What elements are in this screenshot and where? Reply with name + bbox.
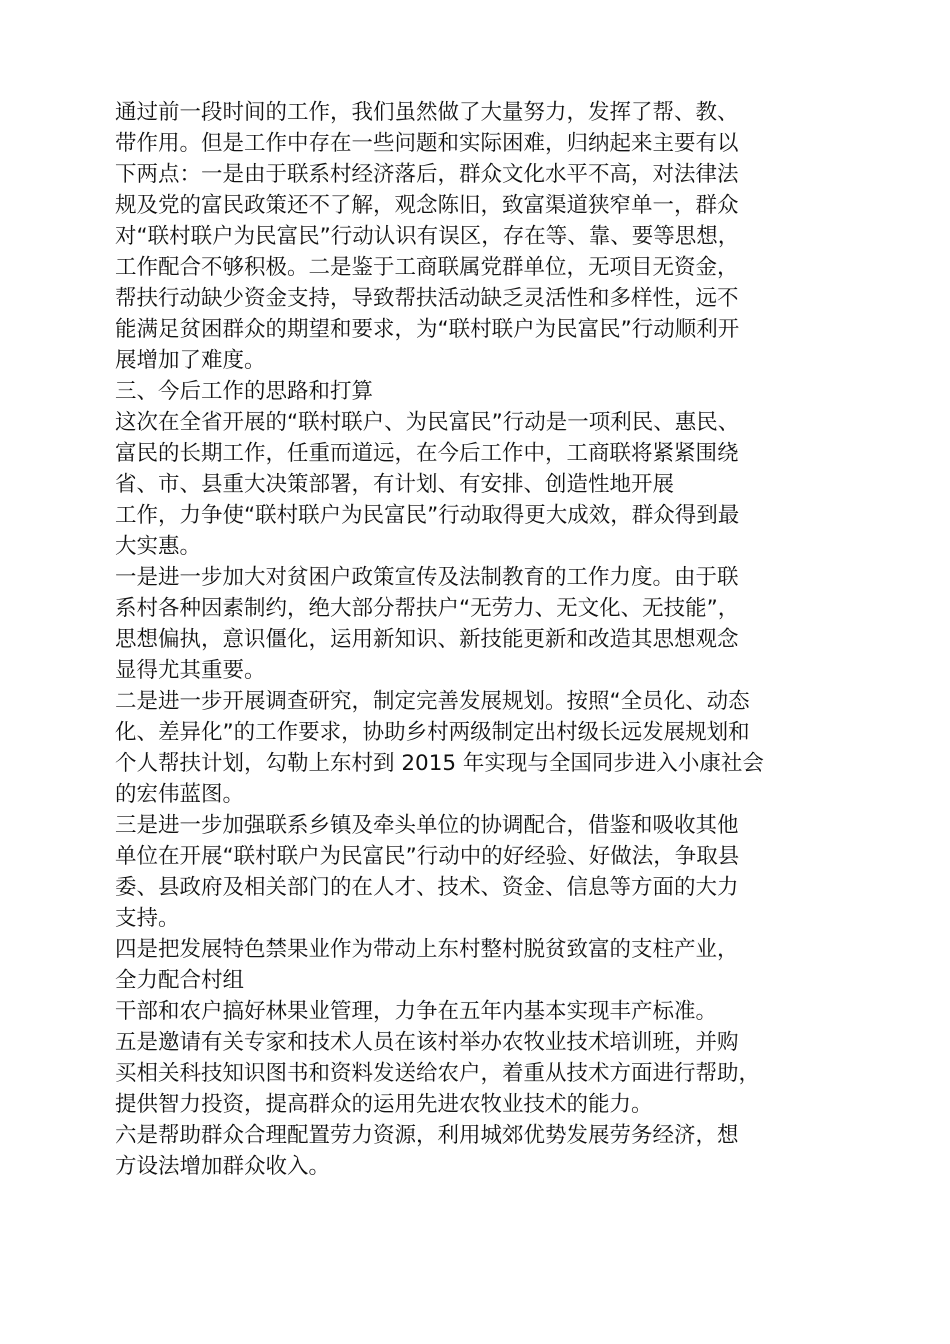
text-line-3: 下两点：一是由于联系村经济落后，群众文化水平不高，对法律法 [115, 162, 739, 187]
text-line-20: 二是进一步开展调查研究，制定完善发展规划。按照“全员化、动态 [115, 689, 750, 714]
text-line-9: 展增加了难度。 [115, 348, 266, 373]
text-line-35: 方设法增加群众收入。 [115, 1154, 331, 1179]
text-line-23: 的宏伟蓝图。 [115, 782, 245, 807]
section-heading: 三、今后工作的思路和打算 [115, 379, 374, 404]
document-body [115, 97, 835, 1182]
text-line-15: 大实惠。 [115, 534, 202, 559]
text-line-2: 带作用。但是工作中存在一些问题和实际困难，归纳起来主要有以 [115, 131, 739, 156]
text-line-16: 一是进一步加大对贫困户政策宣传及法制教育的工作力度。由于联 [115, 565, 739, 590]
text-line-33: 提供智力投资，提高群众的运用先进农牧业技术的能力。 [115, 1092, 653, 1117]
text-line-12: 富民的长期工作，任重而道远，在今后工作中，工商联将紧紧围绕 [115, 441, 739, 466]
text-line-27: 支持。 [115, 906, 180, 931]
text-line-24: 三是进一步加强联系乡镇及牵头单位的协调配合，借鉴和吸收其他 [115, 813, 739, 838]
text-line-25: 单位在开展“联村联户为民富民”行动中的好经验、好做法，争取县 [115, 844, 740, 869]
text-line-17: 系村各种因素制约，绝大部分帮扶户“无劳力、无文化、无技能”， [115, 596, 740, 621]
text-line-30: 干部和农户搞好林果业管理，力争在五年内基本实现丰产标准。 [115, 999, 718, 1024]
text-line-29: 全力配合村组 [115, 968, 245, 993]
text-line-8: 能满足贫困群众的期望和要求，为“联村联户为民富民”行动顺利开 [115, 317, 740, 342]
text-line-7: 帮扶行动缺少资金支持，导致帮扶活动缺乏灵活性和多样性，远不 [115, 286, 739, 311]
text-line-34: 六是帮助群众合理配置劳力资源，利用城郊优势发展劳务经济，想 [115, 1123, 739, 1148]
text-line-22: 个人帮扶计划，勾勒上东村到 2015 年实现与全国同步进入小康社会 [115, 751, 764, 776]
text-line-1: 通过前一段时间的工作，我们虽然做了大量努力，发挥了帮、教、 [115, 100, 739, 125]
text-line-6: 工作配合不够积极。二是鉴于工商联属党群单位，无项目无资金， [115, 255, 739, 280]
text-line-19: 显得尤其重要。 [115, 658, 266, 683]
text-line-31: 五是邀请有关专家和技术人员在该村举办农牧业技术培训班，并购 [115, 1030, 739, 1055]
text-line-4: 规及党的富民政策还不了解，观念陈旧，致富渠道狭窄单一，群众 [115, 193, 739, 218]
text-line-26: 委、县政府及相关部门的在人才、技术、资金、信息等方面的大力 [115, 875, 739, 900]
text-line-5: 对“联村联户为民富民”行动认识有误区，存在等、靠、要等思想， [115, 224, 740, 249]
text-line-21: 化、差异化”的工作要求，协助乡村两级制定出村级长远发展规划和 [115, 720, 750, 745]
text-line-13: 省、市、县重大决策部署，有计划、有安排、创造性地开展 [115, 472, 675, 497]
text-line-28: 四是把发展特色禁果业作为带动上东村整村脱贫致富的支柱产业， [115, 937, 739, 962]
text-line-32: 买相关科技知识图书和资料发送给农户，着重从技术方面进行帮助， [115, 1061, 761, 1086]
text-line-11: 这次在全省开展的“联村联户、为民富民”行动是一项利民、惠民、 [115, 410, 740, 435]
text-line-14: 工作，力争使“联村联户为民富民”行动取得更大成效，群众得到最 [115, 503, 740, 528]
text-line-18: 思想偏执，意识僵化，运用新知识、新技能更新和改造其思想观念 [115, 627, 739, 652]
